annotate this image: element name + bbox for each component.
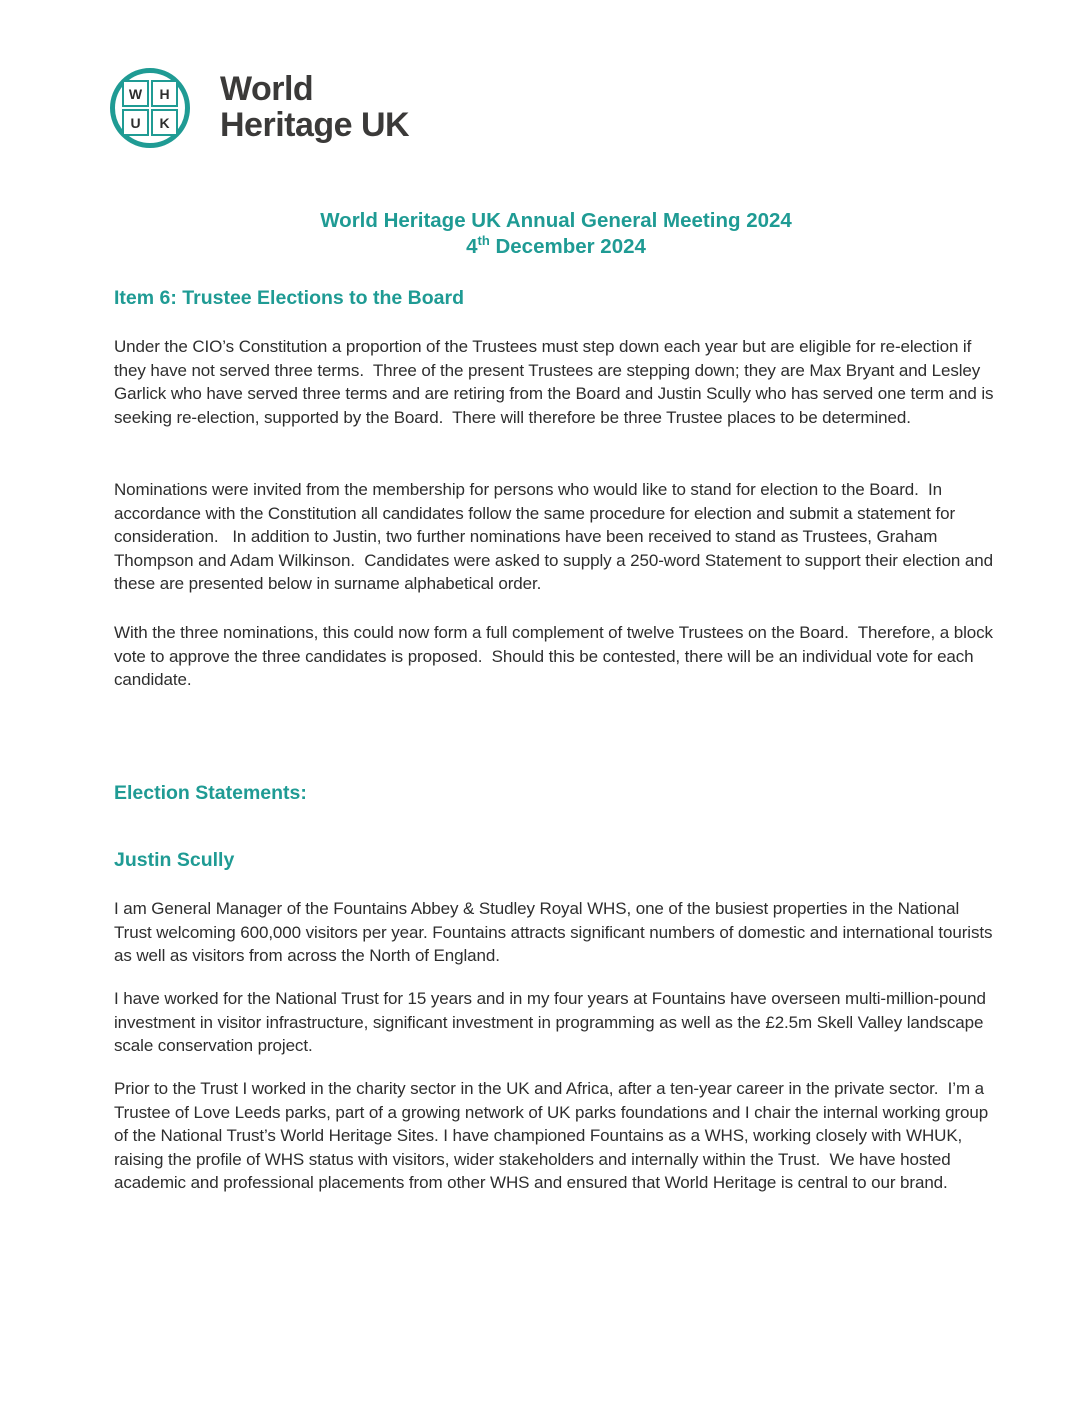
whuk-logo-grid [122,80,178,136]
logo-letter-k: K [151,109,178,136]
logo-letter-h: H [151,80,178,107]
title-date-number: 4 [466,235,478,258]
whuk-logo-icon [110,68,190,148]
title-line1: World Heritage UK Annual General Meeting 2024 [320,209,792,232]
election-statements-heading: Election Statements: [114,782,307,804]
paragraph-trustee-elections-3: With the three nominations, this could now form a full complement of twelve Trustees on the Board. Therefore, a block vote to approve the three candidates is proposed. Should this be contested, there will be an individual vote for each candidate. [114,623,998,690]
paragraph-trustee-elections-2: Nominations were invited from the membership for persons who would like to stand for election to the Board. In accordance with the Constitution all candidates follow the same procedure for election and submit a statement for consideration. In addition to Justin, two further nominations have been received to stand as Trustees, Graham Thompson and Adam Wilkinson. Candidates were asked to supply a 250-word Statement to support their election and these are presented below in surname alphabetical order. [114,480,998,594]
wordmark-line1: World [220,70,314,109]
item6-heading: Item 6: Trustee Elections to the Board [114,287,464,309]
title-line2 [114,234,998,260]
candidate-name-heading: Justin Scully [114,849,235,871]
logo-letter-u: U [122,109,149,136]
title-date-rest: December 2024 [489,235,646,258]
wordmark-line2: Heritage UK [220,106,410,144]
logo-letter-w: W [122,80,149,107]
document-title [114,208,998,260]
paragraph-trustee-elections-1: Under the CIO’s Constitution a proportion of the Trustees must step down each year but are eligible for re-election if they have not served three terms. Three of the present Trustees are stepping down; they are Max Bryant and Lesley Garlick who have served three terms and are retiring from the Board and Justin Scully who has served one term and is seeking re-election, supported by the Board. There will therefore be three Trustee places to be determined. [114,337,999,427]
whuk-logo [110,68,409,148]
justin-statement-paragraph-1: I am General Manager of the Fountains Abbey & Studley Royal WHS, one of the busiest properties in the National Trust welcoming 600,000 visitors per year. Fountains attracts significant numbers of domestic and international tourists as well as visitors from across the North of England. [114,899,998,966]
whuk-wordmark [220,72,409,143]
justin-statement-paragraph-3: Prior to the Trust I worked in the charity sector in the UK and Africa, after a ten-year career in the private sector. I’m a Trustee of Love Leeds parks, part of a growing network of UK parks foundations and I chair the internal working group of the National Trust’s World Heritage Sites. I have championed Fountains as a WHS, working closely with WHUK, raising the profile of WHS status with visitors, wider stakeholders and internally within the Trust. We have hosted academic and professional placements from other WHS and ensured that World Heritage is central to our brand. [114,1079,993,1193]
title-date-ordinal: th [477,233,490,249]
justin-statement-paragraph-2: I have worked for the National Trust for 15 years and in my four years at Fountains have overseen multi-million-pound investment in visitor infrastructure, significant investment in programming as well as the £2.5m Skell Valley landscape scale conservation project. [114,989,991,1056]
